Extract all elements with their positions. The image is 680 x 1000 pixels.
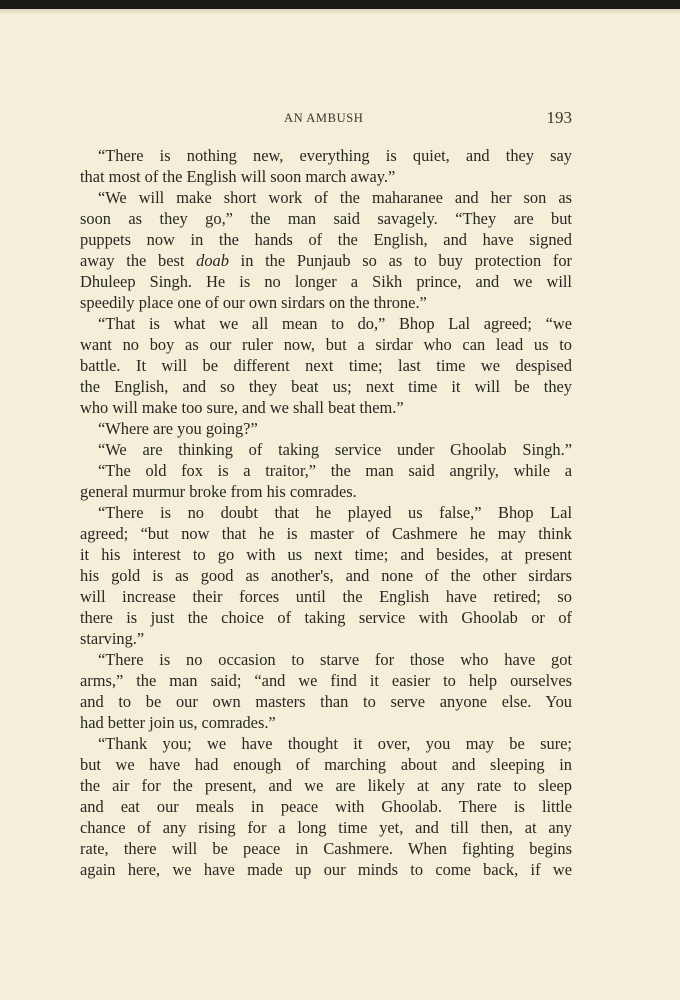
text-line: “Thank you; we have thought it over, you may be sure;: [98, 734, 572, 753]
text-line: want no boy as our ruler now, but a sirdar who can lead us to: [80, 335, 572, 354]
text-line: “There is no doubt that he played us false,” Bhop Lal: [98, 503, 572, 522]
text-line: “Where are you going?”: [98, 419, 258, 438]
scan-shadow: [0, 9, 680, 15]
text-line: but we have had enough of marching about and sleeping in: [80, 755, 572, 774]
text-line: “There is no occasion to starve for those who have got: [98, 650, 572, 669]
text-line: “There is nothing new, everything is quiet, and they say: [98, 146, 572, 165]
text-segment: in the Punjaub so as to buy protection for: [228, 251, 572, 270]
text-line: chance of any rising for a long time yet, and till then, at any: [80, 818, 572, 837]
text-line: general murmur broke from his comrades.: [80, 482, 357, 501]
page-number: 193: [546, 108, 572, 127]
text-line: who will make too sure, and we shall beat them.”: [80, 398, 404, 417]
text-line: puppets now in the hands of the English, and have signed: [80, 230, 572, 249]
scan-top-border: [0, 0, 680, 9]
page-header: [80, 108, 572, 130]
text-line: it his interest to go with us next time; and besides, at present: [80, 545, 572, 564]
text-line: the English, and so they beat us; next time it will be they: [80, 377, 572, 396]
text-line: and to be our own masters than to serve anyone else. You: [80, 692, 572, 711]
text-line: “We will make short work of the maharanee and her son as: [98, 188, 572, 207]
text-segment: away the best: [80, 251, 197, 270]
text-line: agreed; “but now that he is master of Cashmere he may think: [80, 524, 572, 543]
text-line: had better join us, comrades.”: [80, 713, 276, 732]
body-text: [80, 145, 572, 880]
text-line: that most of the English will soon march away.”: [80, 167, 396, 186]
text-line: battle. It will be different next time; last time we despised: [80, 356, 572, 375]
text-line: arms,” the man said; “and we find it easier to help ourselves: [80, 671, 572, 690]
text-line: “That is what we all mean to do,” Bhop Lal agreed; “we: [98, 314, 572, 333]
text-line: the air for the present, and we are likely at any rate to sleep: [80, 776, 572, 795]
text-line: again here, we have made up our minds to come back, if we: [80, 860, 572, 879]
text-line: “The old fox is a traitor,” the man said angrily, while a: [98, 461, 572, 480]
text-line: will increase their forces until the English have retired; so: [80, 587, 572, 606]
italic-term: doab: [196, 251, 229, 270]
text-line: “We are thinking of taking service under Ghoolab Singh.”: [98, 440, 572, 459]
text-line: and eat our meals in peace with Ghoolab. There is little: [80, 797, 572, 816]
text-line: rate, there will be peace in Cashmere. When fighting begins: [80, 839, 572, 858]
text-line: soon as they go,” the man said savagely. “They are but: [80, 209, 572, 228]
text-line: there is just the choice of taking service with Ghoolab or of: [80, 608, 572, 627]
text-line: his gold is as good as another's, and none of the other sirdars: [80, 566, 572, 585]
text-line: starving.”: [80, 629, 145, 648]
text-line: Dhuleep Singh. He is no longer a Sikh prince, and we will: [80, 272, 572, 291]
text-line: speedily place one of our own sirdars on the throne.”: [80, 293, 427, 312]
text-line: [80, 250, 572, 271]
running-head: AN AMBUSH: [284, 111, 364, 125]
